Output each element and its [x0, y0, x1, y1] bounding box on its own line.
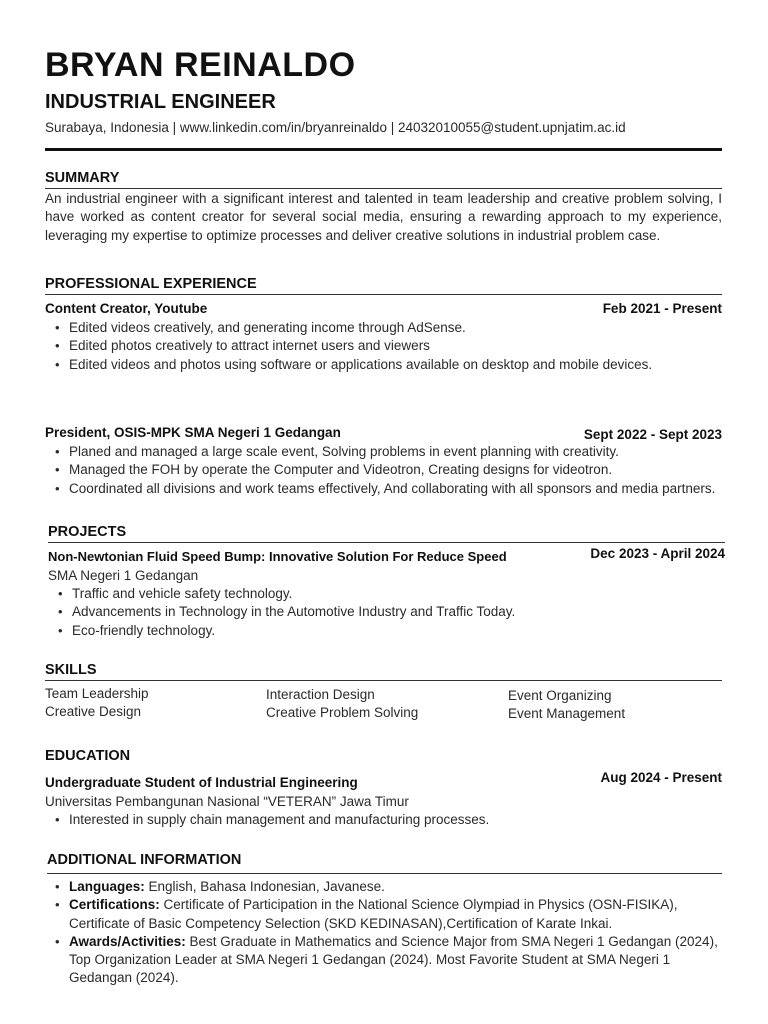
job-bullets: [45, 443, 722, 498]
list-item: • Planed and managed a large scale event, Solving problems in event planning with creativity.: [45, 443, 722, 461]
skill-item: Creative Problem Solving: [266, 705, 419, 720]
education-section: [45, 746, 722, 829]
job-header: [45, 425, 722, 443]
list-item: • Edited videos and photos using software or applications available on desktop and mobile devices.: [45, 356, 722, 374]
skill-item: Creative Design: [45, 704, 142, 719]
section-divider: [45, 188, 722, 189]
section-title-education: EDUCATION: [45, 748, 131, 764]
list-item: • Interested in supply chain management and manufacturing processes.: [45, 811, 722, 829]
skill-item: Event Organizing: [508, 688, 612, 703]
education-header: [45, 770, 722, 793]
skills-grid: [45, 681, 722, 721]
list-item: • Traffic and vehicle safety technology.: [48, 585, 725, 603]
job-header: [45, 301, 722, 319]
experience-section: [45, 274, 722, 374]
skill-item: Interaction Design: [266, 687, 375, 702]
project-org: SMA Negeri 1 Gedangan: [48, 568, 199, 583]
job-role: President, OSIS-MPK SMA Negeri 1 Gedangan: [45, 425, 341, 440]
summary-text: An industrial engineer with a significant interest and talented in team leadership and creative problem solving, I have worked as content creator for several social media, ensuring a rewarding approach to my experience, leveraging my expertise to optimize processes and deliver creative solutions in industrial problem case.: [45, 191, 722, 243]
item-text: Best Graduate in Mathematics and Science Major from SMA Negeri 1 Gedangan (2024), Top Organization Leader at SMA Negeri 1 Gedangan (2024). Most Favorite Student at SMA Negeri 1 Gedangan (2024).: [69, 933, 718, 986]
project-name: Non-Newtonian Fluid Speed Bump: Innovative Solution For Reduce Speed: [48, 549, 507, 564]
list-item: [45, 878, 722, 896]
candidate-role: INDUSTRIAL ENGINEER: [45, 91, 276, 113]
skills-column: [508, 687, 625, 723]
education-school: Universitas Pembangunan Nasional “VETERAN” Jawa Timur: [45, 794, 409, 809]
education-bullets: [45, 811, 722, 829]
item-label: Awards/Activities:: [69, 933, 186, 949]
list-item: • Eco-friendly technology.: [48, 622, 725, 640]
additional-list: [45, 878, 722, 988]
section-title-additional: ADDITIONAL INFORMATION: [47, 852, 242, 868]
project-date: Dec 2023 - April 2024: [590, 546, 725, 561]
section-title-summary: SUMMARY: [45, 170, 120, 186]
item-text: English, Bahasa Indonesian, Javanese.: [144, 879, 385, 894]
education-degree: Undergraduate Student of Industrial Engineering: [45, 775, 358, 790]
list-item: • Edited videos creatively, and generating income through AdSense.: [45, 319, 722, 337]
job-date: Sept 2022 - Sept 2023: [583, 427, 722, 442]
job-bullets: [45, 319, 722, 374]
projects-section: [48, 522, 725, 640]
additional-section: [47, 850, 722, 988]
skills-column: [45, 685, 149, 721]
header-divider: [45, 148, 722, 151]
list-item: • Coordinated all divisions and work teams effectively, And collaborating with all sponsors and media partners.: [45, 480, 722, 498]
list-item: [45, 896, 722, 933]
skills-column: [266, 686, 418, 722]
list-item: • Managed the FOH by operate the Computer and Videotron, Creating designs for videotron.: [45, 461, 722, 479]
skills-section: [45, 660, 722, 721]
contact-line: Surabaya, Indonesia | www.linkedin.com/in/bryanreinaldo | 24032010055@student.upnjatim.ac.id: [45, 120, 626, 135]
item-label: Languages:: [69, 879, 145, 894]
skill-item: Team Leadership: [45, 686, 149, 701]
education-date: Aug 2024 - Present: [600, 770, 722, 785]
skill-item: Event Management: [508, 706, 626, 721]
section-title-skills: SKILLS: [45, 662, 97, 678]
section-title-experience: PROFESSIONAL EXPERIENCE: [45, 276, 257, 292]
job-date: Feb 2021 - Present: [602, 301, 722, 316]
summary-section: [45, 168, 722, 245]
job-role: Content Creator, Youtube: [45, 301, 208, 316]
experience-job-2: [45, 425, 722, 498]
project-bullets: [48, 585, 725, 640]
candidate-name: BRYAN REINALDO: [45, 46, 356, 84]
list-item: [45, 933, 722, 988]
project-header: [48, 546, 725, 567]
list-item: • Edited photos creatively to attract internet users and viewers: [45, 337, 722, 355]
item-label: Certifications:: [69, 897, 160, 913]
section-title-projects: PROJECTS: [48, 524, 127, 540]
item-text: Certificate of Participation in the National Science Olympiad in Physics (OSN-FISIKA), Certificate of Basic Competency Selection (SKD KEDINASAN),Certification of Karate Inkai.: [69, 897, 678, 931]
list-item: • Advancements in Technology in the Automotive Industry and Traffic Today.: [48, 603, 725, 621]
